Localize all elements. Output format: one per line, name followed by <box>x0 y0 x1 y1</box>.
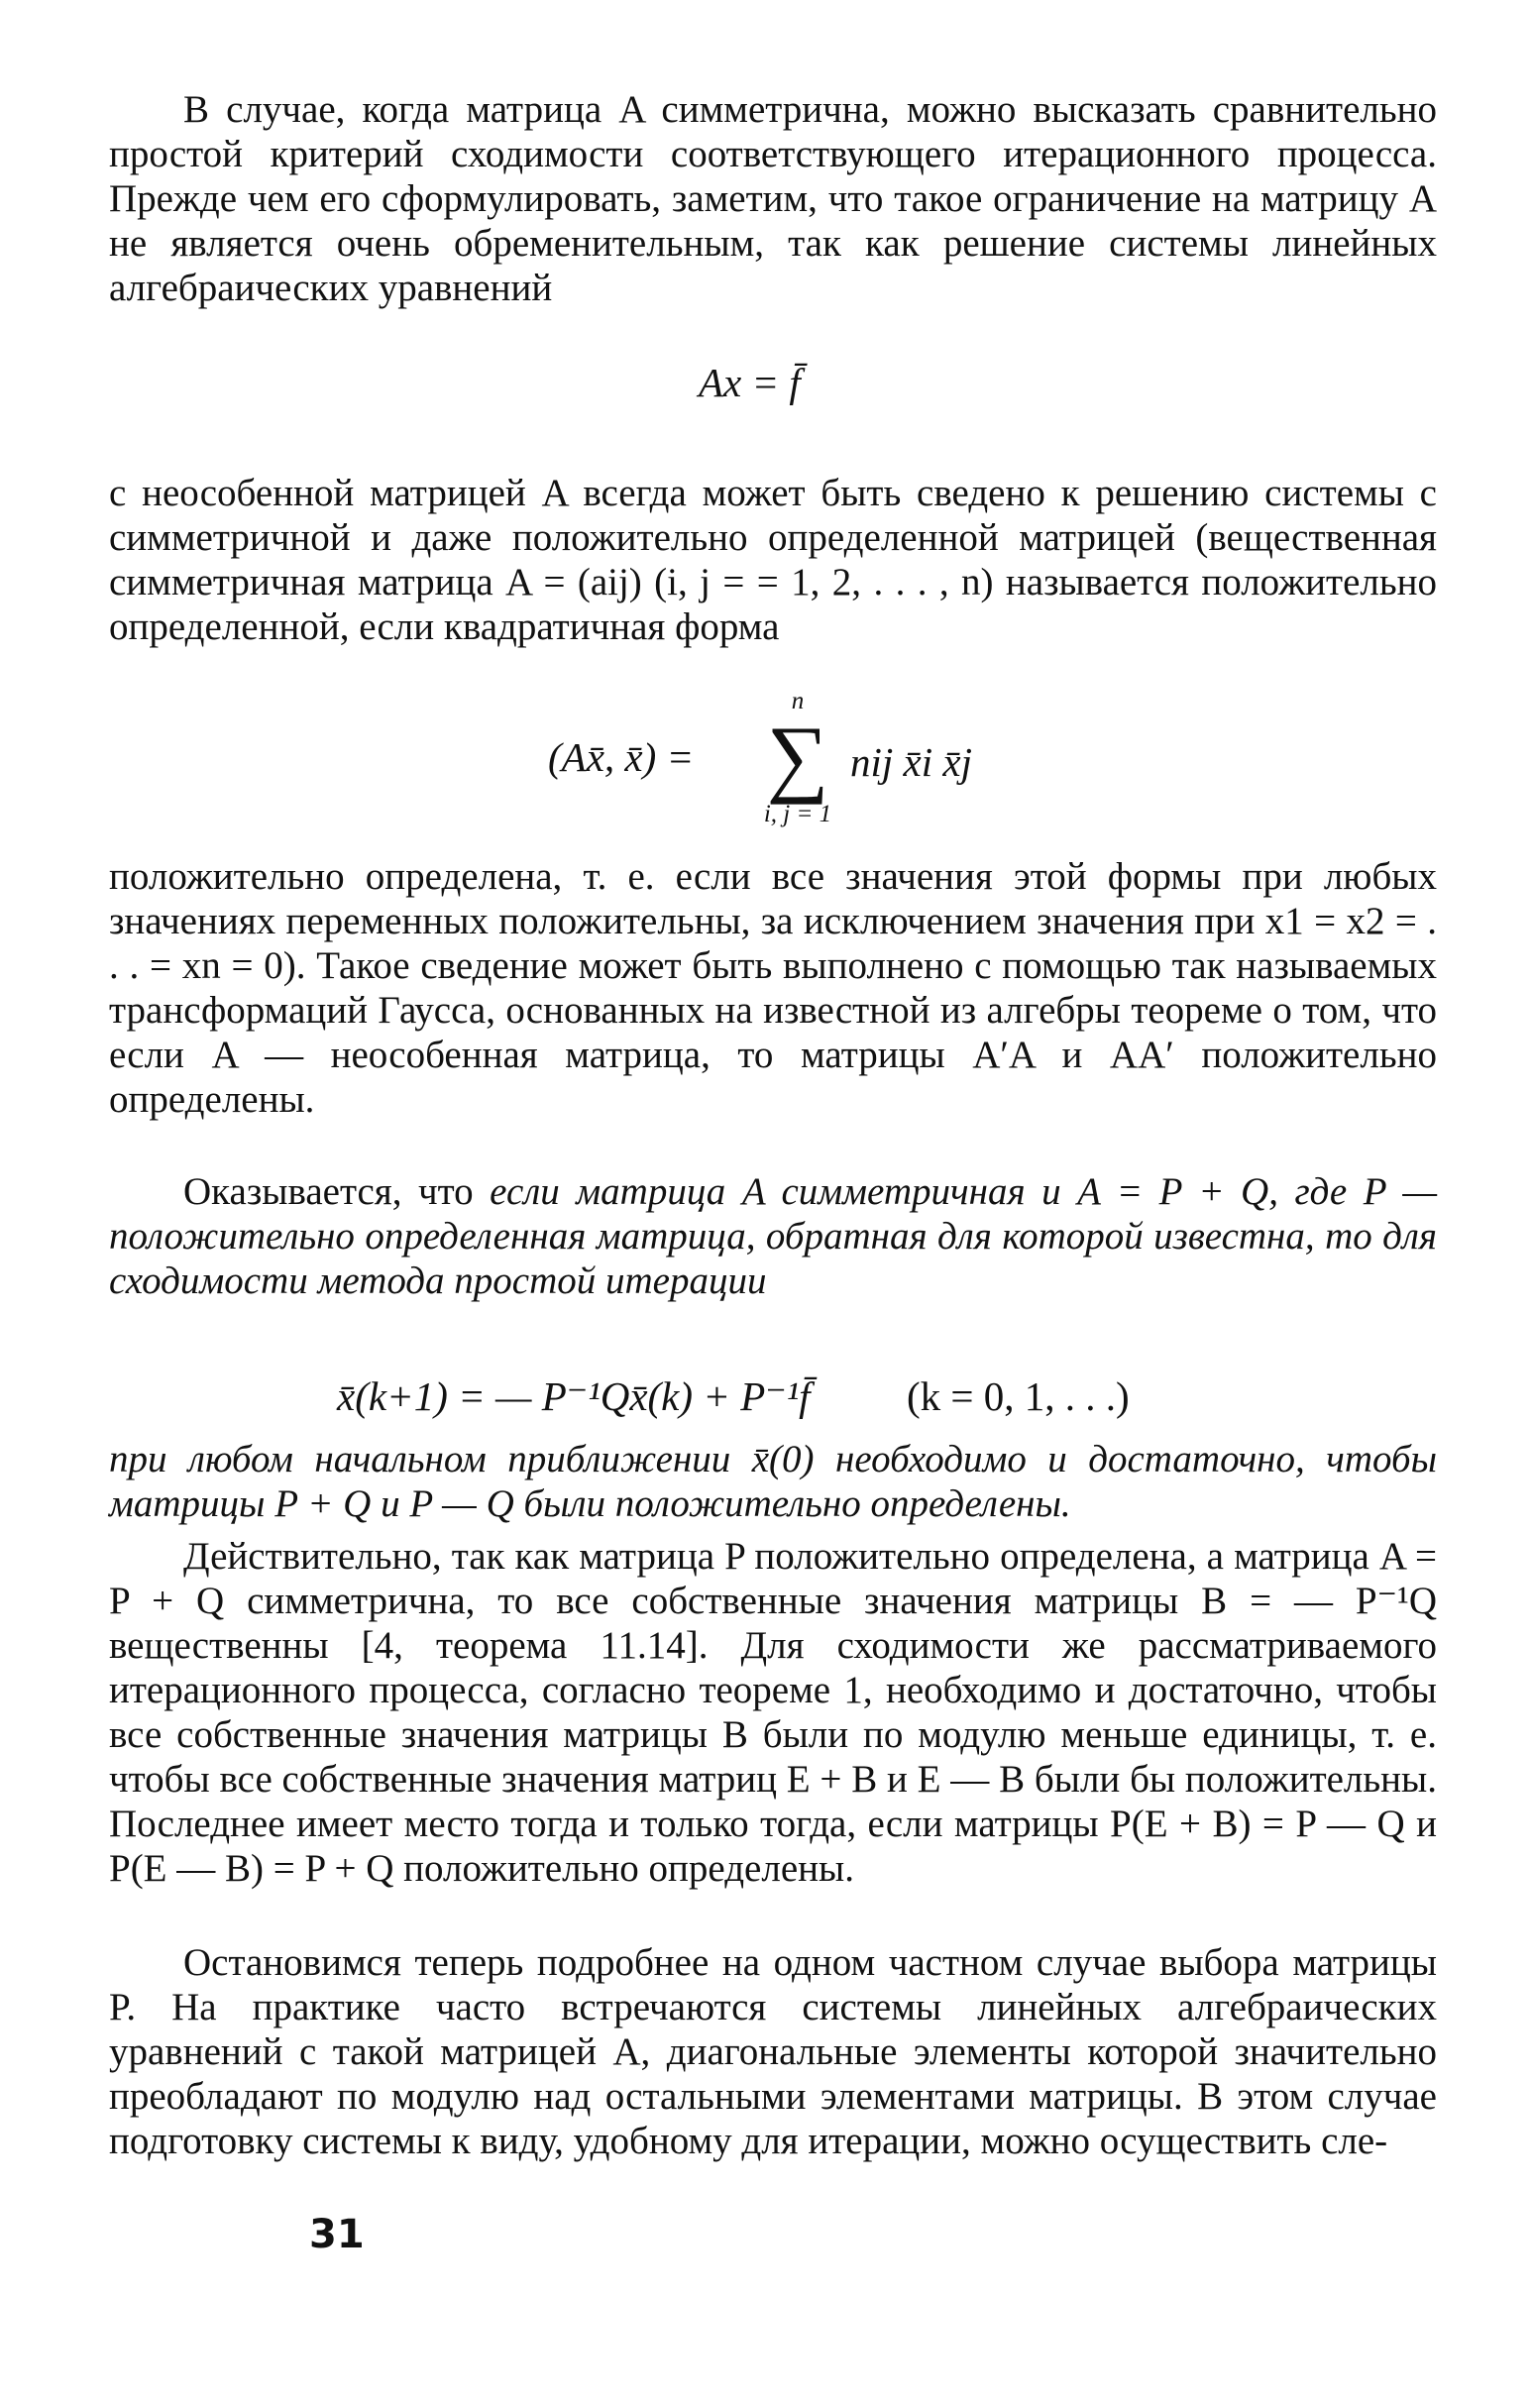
sum-lower-limit: i, j = 1 <box>763 801 832 827</box>
paragraph-theorem <box>109 1169 1437 1303</box>
formula-iteration: x̄(k+1) = — P⁻¹Qx̄(k) + P⁻¹f̄ <box>337 1373 811 1419</box>
sum-sigma-symbol: ∑ <box>766 710 829 806</box>
theorem-lead-in: Оказывается, что <box>183 1170 491 1213</box>
paragraph-theorem-conclusion: при любом начальном приближении x̄(0) необходимо и достаточно, чтобы матрицы P + Q и P — Q были положительно определены. <box>109 1438 1437 1525</box>
paragraph-reduction: с неособенной матрицей A всегда может быть сведено к решению системы с симметричной и даже положительно определенной матрицей (вещественная симметричная матрица A = (aij) (i, j = = 1, 2, . . . , n) называется положительно определенной, если квадратичная форма <box>109 472 1437 648</box>
sum-upper-limit: n <box>791 688 805 714</box>
page-number: 31 <box>309 2212 365 2257</box>
theorem-statement: если матрица A симметричная и A = P + Q, где P — положительно определенная матрица, обратная для которой известна, то для сходимости метода простой итерации <box>109 1170 1438 1302</box>
summation <box>758 689 837 827</box>
paragraph-definition: положительно определена, т. е. если все значения этой формы при любых значениях переменных положительны, за исключением значения при x1 = x2 = . . . = xn = 0). Такое сведение может быть выполнено с помощью так называемых трансформаций Гаусса, основанных на известной из алгебры теореме о том, что если A — неособенная матрица, то матрицы A′A и AA′ положительно определены. <box>109 855 1437 1121</box>
paragraph-proof: Действительно, так как матрица P положительно определена, а матрица A = P + Q симметрична, то все собственные значения матрицы B = — P⁻¹Q вещественны [4, теорема 11.14]. Для сходимости же рассматриваемого итерационного процесса, согласно теореме 1, необходимо и достаточно, чтобы все собственные значения матрицы B были по модулю меньше единицы, т. е. чтобы все собственные значения матриц E + B и E — B были бы положительны. Последнее имеет место тогда и только тогда, если матрицы P(E + B) = P — Q и P(E — B) = P + Q положительно определены. <box>109 1535 1437 1890</box>
paragraph-intro: В случае, когда матрица A симметрична, можно высказать сравнительно простой критерий сходимости соответствующего итерационного процесса. Прежде чем его сформулировать, заметим, что такое ограничение на матрицу A не является очень обременительным, так как решение системы линейных алгебраических уравнений <box>109 88 1437 309</box>
formula-iteration-condition: (k = 0, 1, . . .) <box>907 1373 1130 1419</box>
paragraph-special-case: Остановимся теперь подробнее на одном частном случае выбора матрицы P. На практике часто встречаются системы линейных алгебраических уравнений с такой матрицей A, диагональные элементы которой значительно преобладают по модулю над остальными элементами матрицы. В этом случае подготовку системы к виду, удобному для итерации, можно осуществить сле- <box>109 1941 1437 2162</box>
formula-quadratic-lhs: (Ax̄, x̄) = <box>548 734 695 780</box>
formula-system: Ax = f̄ <box>699 360 801 405</box>
formula-quadratic-rhs: nij x̄i x̄j <box>850 739 972 785</box>
